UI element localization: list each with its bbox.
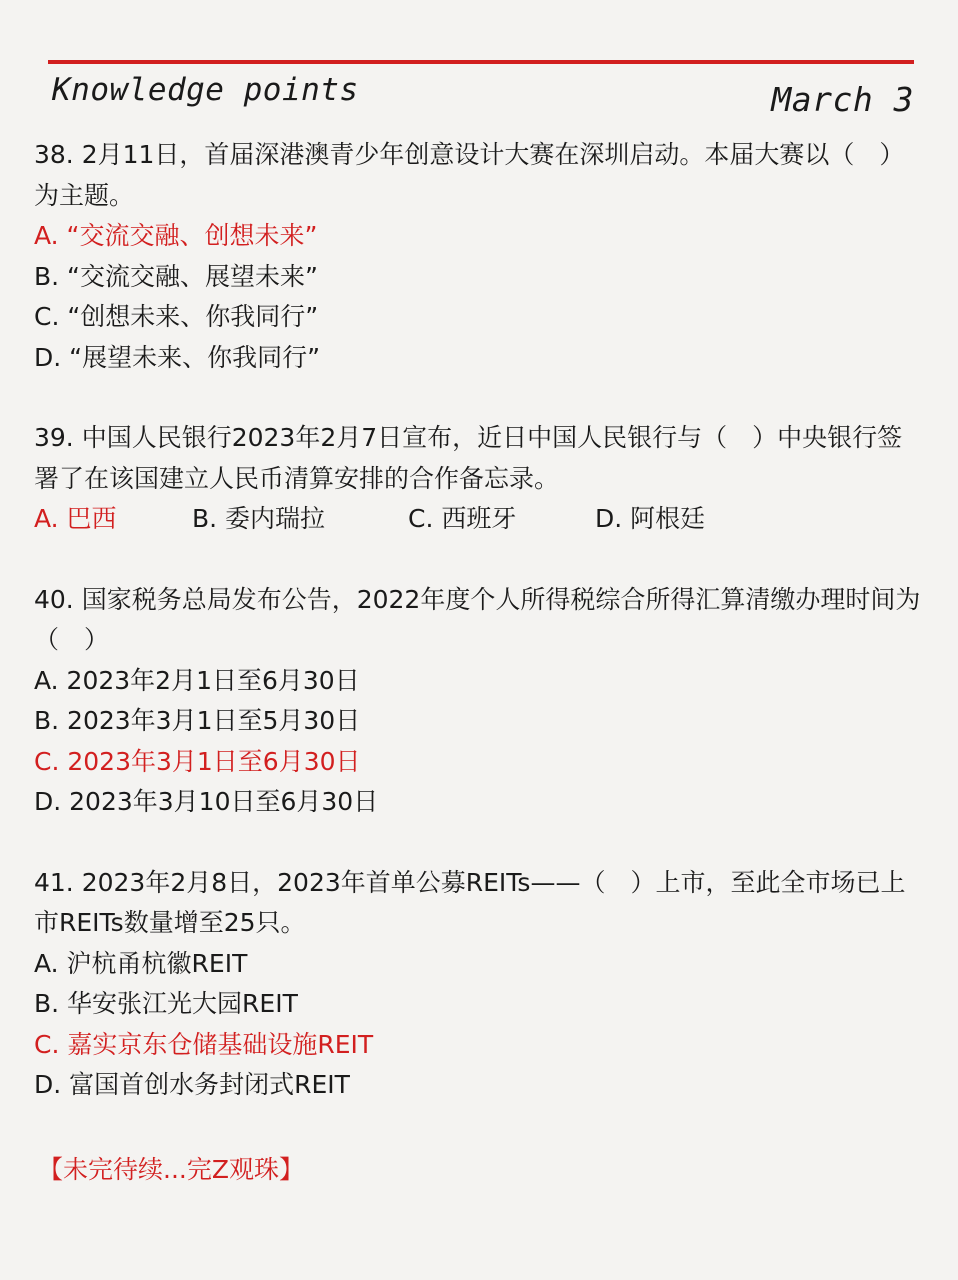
option-d: D. 2023年3月10日至6月30日 [34, 787, 379, 816]
option-row [34, 499, 924, 540]
option-b: B. 2023年3月1日至5月30日 [34, 706, 361, 735]
option-a: A. 2023年2月1日至6月30日 [34, 665, 360, 695]
option-c-correct: C. 2023年3月1日至6月30日 [34, 746, 361, 776]
question-text: 40. 国家税务总局发布公告，2022年度个人所得税综合所得汇算清缴办理时间为（ ） [34, 584, 921, 654]
option-b: B. 华安张江光大园REIT [34, 989, 298, 1018]
option-c: C. 西班牙 [408, 504, 517, 533]
question-text: 41. 2023年2月8日，2023年首单公募REITs——（ ）上市，至此全市场已上市REITs数量增至25只。 [34, 867, 906, 937]
option-d: D. “展望未来、你我同行” [34, 342, 321, 372]
option-d: D. 阿根廷 [595, 504, 706, 533]
header-title: Knowledge points [52, 72, 359, 108]
option-a: A. 沪杭甬杭徽REIT [34, 948, 248, 978]
question-text: 38. 2月11日，首届深港澳青少年创意设计大赛在深圳启动。本届大赛以（ ）为主题。 [34, 140, 905, 210]
question-list [34, 135, 924, 1146]
option-a-correct: A. 巴西 [34, 504, 117, 533]
header-date: March 3 [771, 80, 914, 119]
option-d: D. 富国首创水务封闭式REIT [34, 1070, 350, 1099]
question-text: 39. 中国人民银行2023年2月7日宣布，近日中国人民银行与（ ）中央银行签署了在该国建立人民币清算安排的合作备忘录。 [34, 423, 903, 493]
header-rule [48, 60, 914, 64]
option-a-correct: A. “交流交融、创想未来” [34, 221, 318, 250]
question-39 [34, 418, 924, 540]
option-c: C. “创想未来、你我同行” [34, 302, 319, 331]
option-c-correct: C. 嘉实京东仓储基础设施REIT [34, 1029, 374, 1059]
question-41 [34, 863, 924, 1106]
question-38 [34, 135, 924, 378]
question-40 [34, 580, 924, 823]
option-b: B. “交流交融、展望未来” [34, 261, 318, 291]
footer-note: 【未完待续...完Z观珠】 [38, 1155, 304, 1184]
option-b: B. 委内瑞拉 [192, 504, 326, 533]
